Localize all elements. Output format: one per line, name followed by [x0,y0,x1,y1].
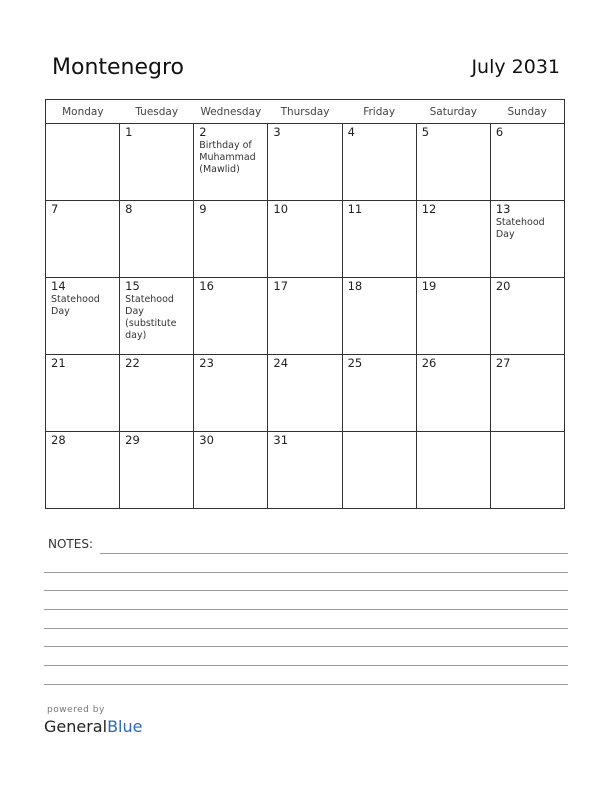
brand-logo [44,717,142,736]
week-row [46,355,565,432]
day-cell [268,278,342,355]
day-number: 4 [347,125,355,139]
weekday-header: Wednesday [194,100,268,124]
day-cell [490,124,564,201]
day-number: 9 [199,202,207,216]
day-cell [120,355,194,432]
day-cell [342,355,416,432]
day-number: 26 [421,356,437,370]
note-line [44,572,568,573]
day-cell [46,201,120,278]
day-number: 31 [273,433,289,447]
day-cell [342,124,416,201]
day-number: 8 [125,202,133,216]
day-cell [194,278,268,355]
day-number: 2 [199,125,207,139]
day-number: 7 [51,202,59,216]
day-number: 18 [347,279,363,293]
holiday-label: Birthday of Muhammad (Mawlid) [199,140,256,175]
weekday-header: Monday [46,100,120,124]
day-number: 13 [495,202,511,216]
day-number: 25 [347,356,363,370]
day-number: 15 [125,279,140,293]
day-cell [120,124,194,201]
day-number: 16 [199,279,214,293]
note-line [44,609,568,610]
day-cell [46,124,120,201]
weekday-header: Tuesday [120,100,194,124]
calendar-grid [45,99,565,509]
week-row [46,201,565,278]
day-number: 23 [199,356,214,370]
day-number: 10 [273,202,289,216]
day-number: 3 [273,125,281,139]
day-number: 1 [125,125,133,139]
day-number: 6 [495,125,504,139]
day-cell [268,432,342,509]
note-line [44,628,568,629]
day-cell [490,278,564,355]
week-row [46,432,565,509]
day-cell [342,201,416,278]
day-cell [120,432,194,509]
day-cell [268,124,342,201]
holiday-label: Statehood Day [51,294,100,317]
day-cell [416,432,490,509]
day-cell [120,201,194,278]
brand-name-blue: Blue [107,717,143,736]
holiday-label: Statehood Day [495,217,545,240]
note-line [100,553,568,554]
day-number: 14 [51,279,66,293]
note-line [44,590,568,591]
weekday-header: Saturday [416,100,490,124]
note-line [44,665,568,666]
day-number: 19 [421,279,437,293]
note-line [44,646,568,647]
powered-by-label: powered by [47,705,105,715]
day-cell [194,124,268,201]
holiday-label: Statehood Day (substitute day) [125,294,177,341]
weekday-header: Friday [342,100,416,124]
day-cell [194,201,268,278]
day-cell [490,201,564,278]
day-number: 21 [51,356,66,370]
day-number: 11 [347,202,363,216]
day-cell [416,355,490,432]
month-title: July 2031 [471,56,560,78]
day-cell [490,355,564,432]
day-cell [416,201,490,278]
day-number: 27 [495,356,511,370]
day-cell [46,278,120,355]
day-cell [342,278,416,355]
day-cell [268,355,342,432]
weekday-header: Thursday [268,100,342,124]
notes-label: NOTES: [48,537,93,551]
day-number: 17 [273,279,289,293]
weekday-header: Sunday [490,100,564,124]
day-number: 28 [51,433,66,447]
day-cell [490,432,564,509]
day-cell [268,201,342,278]
day-cell [342,432,416,509]
weekday-header-row [46,100,565,124]
day-number: 5 [421,125,430,139]
day-number: 24 [273,356,289,370]
brand-name-general: General [44,717,108,736]
day-cell [416,278,490,355]
day-cell [46,432,120,509]
day-cell [194,355,268,432]
day-number: 20 [495,279,511,293]
day-number: 29 [125,433,140,447]
note-line [44,684,568,685]
day-cell [46,355,120,432]
day-cell [120,278,194,355]
country-title: Montenegro [52,55,185,80]
day-number: 22 [125,356,140,370]
day-cell [416,124,490,201]
day-cell [194,432,268,509]
week-row [46,278,565,355]
day-number: 30 [199,433,214,447]
week-row [46,124,565,201]
day-number: 12 [421,202,437,216]
